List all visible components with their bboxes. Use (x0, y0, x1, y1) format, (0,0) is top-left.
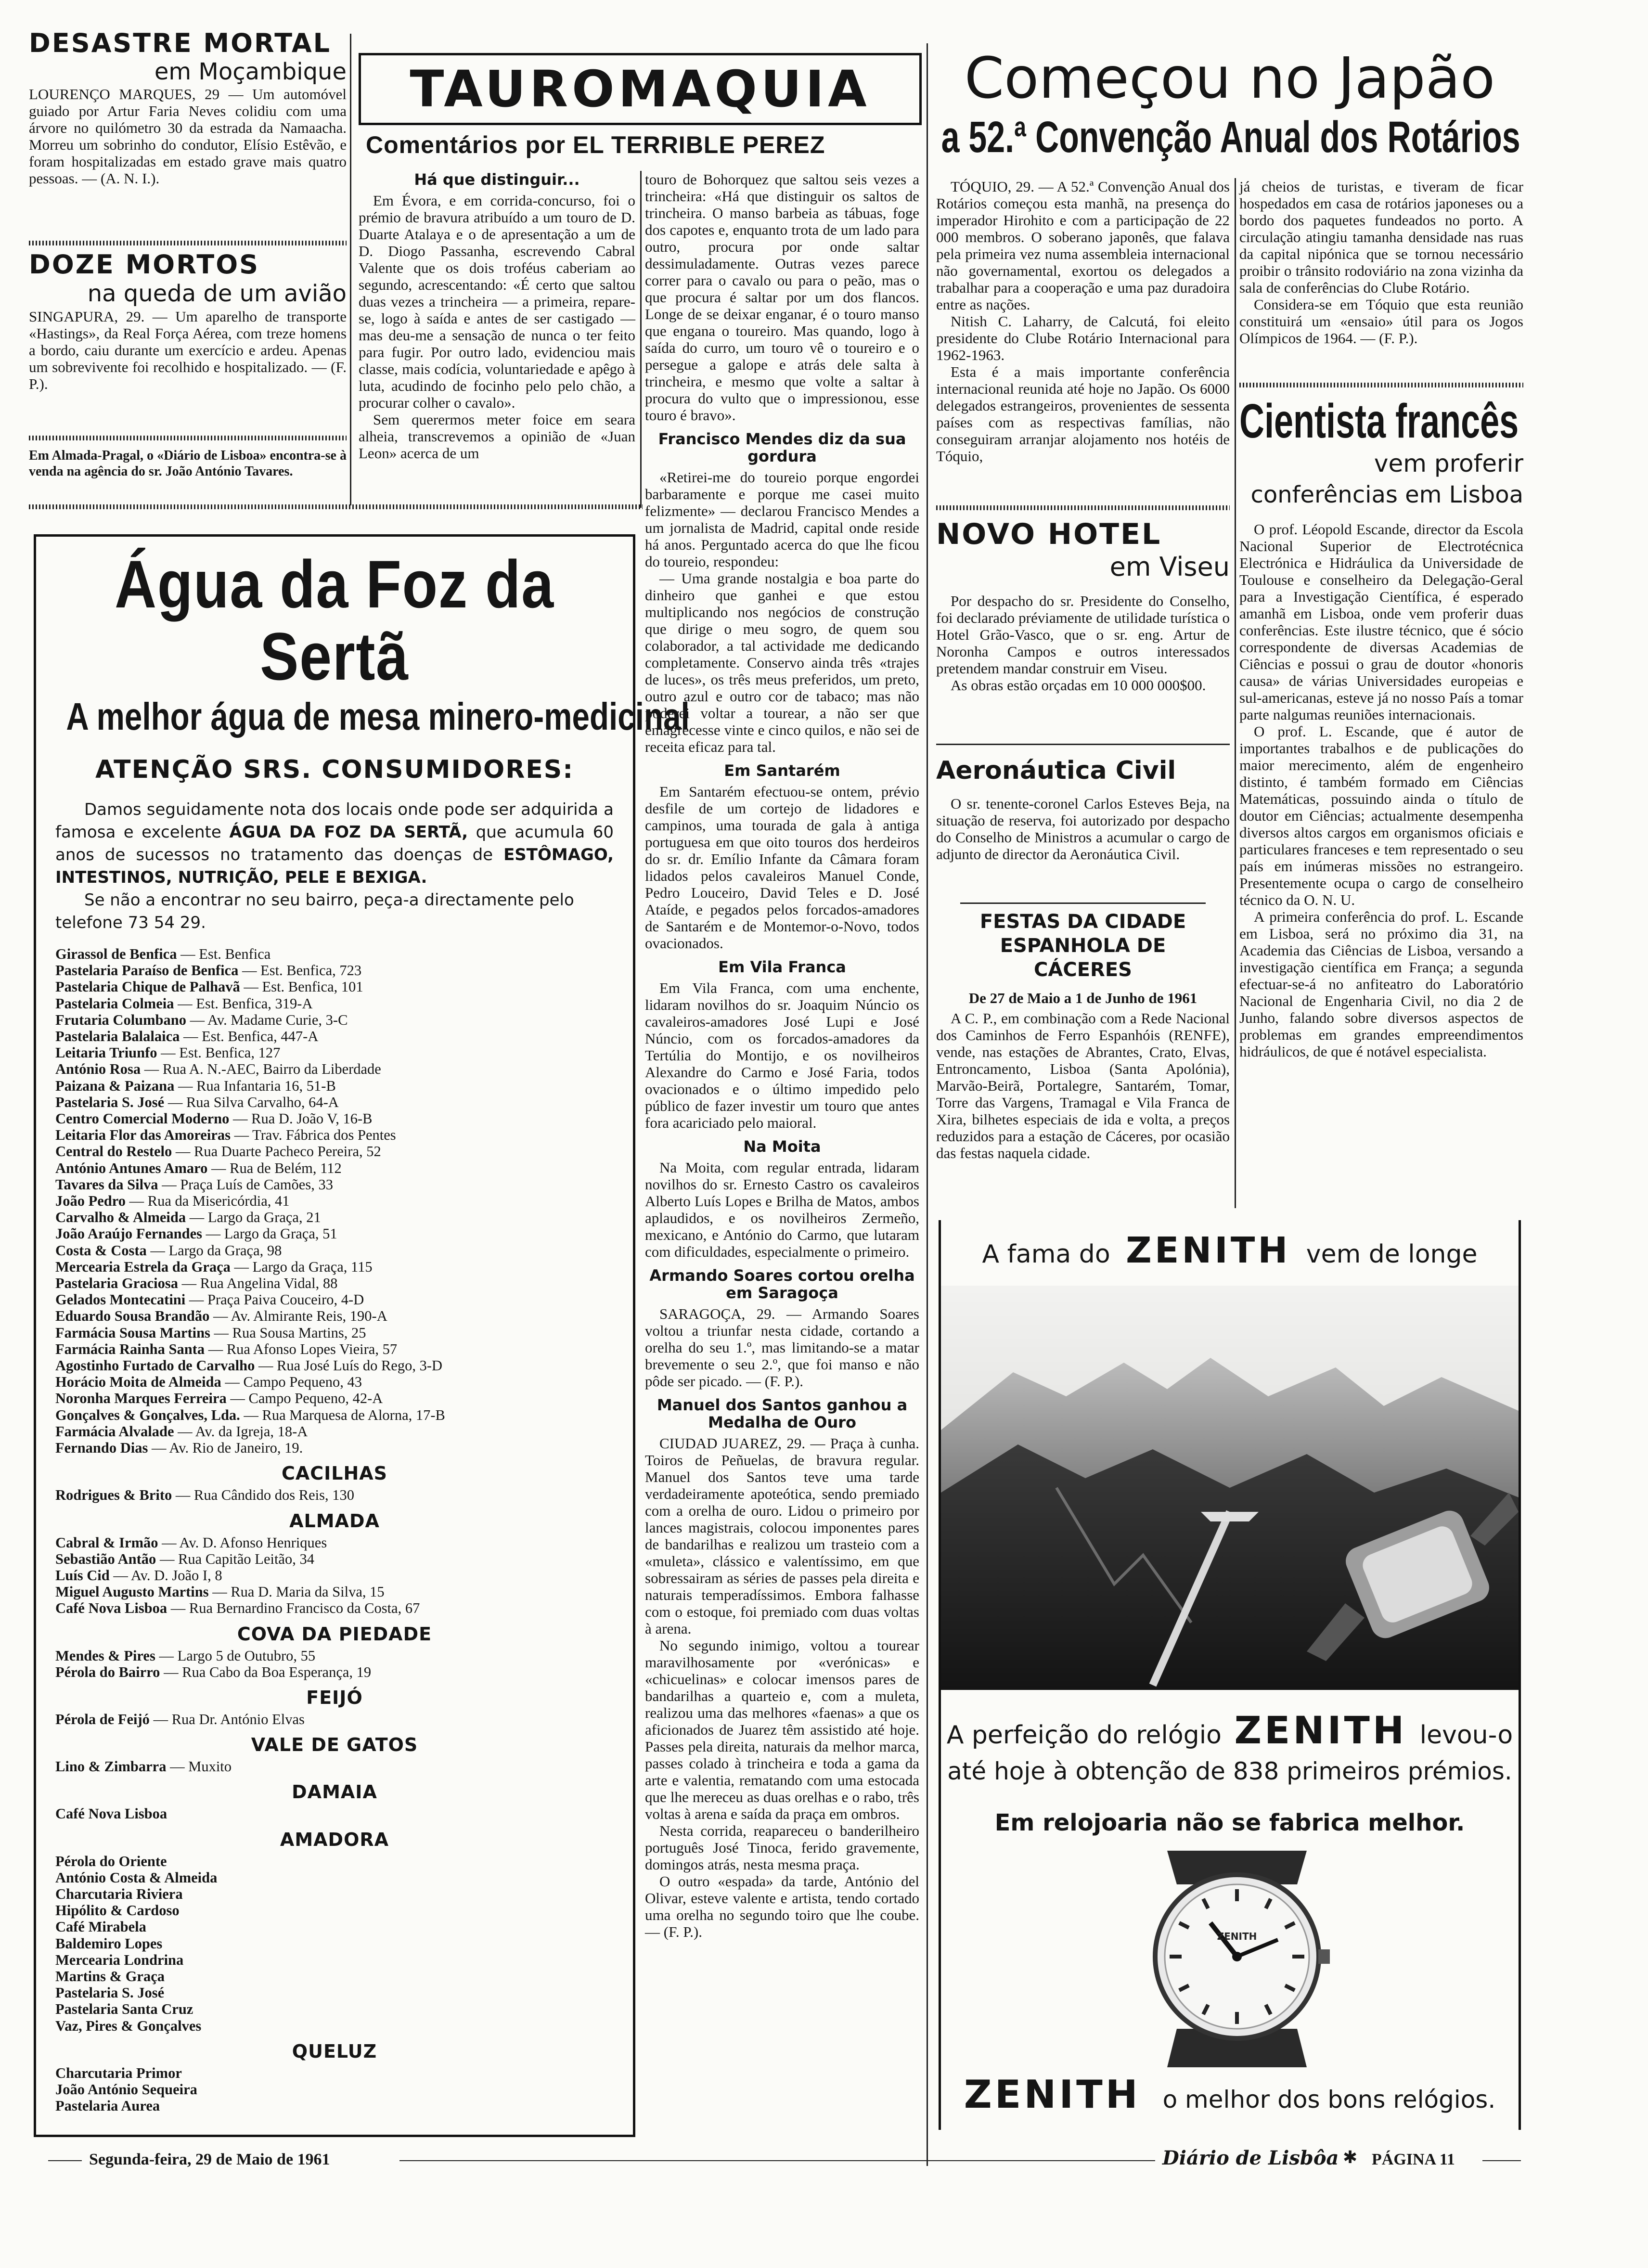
divider (29, 504, 643, 509)
stockist-item (55, 1968, 614, 1984)
stockist-item (55, 1758, 614, 1775)
stockist-item (55, 1291, 614, 1308)
stockist-name: Pérola de Feijó (55, 1711, 150, 1727)
stockist-address: — Est. Benfica (177, 946, 271, 962)
zenith-bottom-tag: o melhor dos bons relógios. (1162, 2086, 1496, 2113)
town-cova-piedade: COVA DA PIEDADE (237, 1623, 432, 1645)
stockist-address: — Est. Benfica, 101 (240, 979, 363, 995)
zenith-mid-brand: ZENITH (1234, 1709, 1407, 1753)
hotel-p2: As obras estão orçadas em 10 000 000$00. (951, 677, 1206, 694)
stockist-name: Hipólito & Cardoso (55, 1902, 180, 1919)
stockist-address: — Rua Duarte Pacheco Pereira, 52 (172, 1143, 381, 1160)
stockist-name: Pastelaria S. José (55, 1984, 165, 2001)
stockist-item (55, 1176, 614, 1193)
aero-article (936, 756, 1230, 863)
stockist-address: — Est. Benfica, 319-A (174, 995, 313, 1012)
zenith-bottom-brand: ZENITH (964, 2072, 1141, 2117)
zenith-mid-a: A perfeição do relógio (946, 1721, 1222, 1750)
tauromaquia-col1 (359, 171, 635, 462)
stockist-name: Lino & Zimbarra (55, 1758, 167, 1775)
damaia-stockist-list (55, 1805, 614, 1822)
stockist-name: Central do Restelo (55, 1143, 172, 1160)
stockist-name: Miguel Augusto Martins (55, 1584, 209, 1600)
stockist-address: — Largo da Graça, 51 (202, 1225, 337, 1242)
stockist-address: — Av. Rio de Janeiro, 19. (148, 1440, 303, 1456)
stockist-item (55, 1044, 614, 1061)
stockist-address: — Rua D. João V, 16-B (229, 1110, 373, 1127)
town-queluz: QUELUZ (292, 2040, 377, 2062)
stockist-address: — Campo Pequeno, 42-A (226, 1390, 383, 1407)
agua-intro-b: que acumula 60 anos de sucessos no tratamento das doenças de (55, 823, 614, 864)
stockist-address: — Trav. Fábrica dos Pentes (230, 1127, 396, 1144)
desastre-title: DESASTRE MORTAL (29, 28, 332, 58)
stockist-item (55, 995, 614, 1012)
stockist-address: — Av. Madame Curie, 3-C (186, 1011, 348, 1028)
tauromaquia-p7: Em Vila Franca, com uma enchente, lidaram novilhos do sr. Joaquim Núncio os cavaleiros-amadores José Lupi e José Núncio, com os forcados-amadores da Tertúlia do Montijo, e os novilheiros Alexandre do Carmo e José Faria, todos ovacionados e o último impedido pelo público de fazer investir um touro que antes fora acariciado pelo maioral. (645, 979, 919, 1131)
cientista-p1: O prof. Léopold Escande, director da Escola Nacional Superior de Electrotécnica Electrónica e Hidráulica da Universidade de Toulouse e conselheiro da Delegação-Geral para a Investigação Científica, é esperado amanhã em Lisboa, onde vem proferir duas conferências. Este ilustre técnico, que é sócio correspondente de diversas Academias de Ciências e possui o grau de doutor «honoris causa» de várias Universidades europeias e sul-americanas, esteve já no nosso País a tomar parte nalgumas reuniões internacionais. (1239, 521, 1523, 723)
zenith-top-brand: ZENITH (1126, 1230, 1291, 1271)
divider (960, 902, 1206, 904)
stockist-address: — Largo da Graça, 115 (230, 1258, 373, 1275)
stockist-address: — Av. Almirante Reis, 190-A (209, 1308, 387, 1325)
stockist-item (55, 1259, 614, 1275)
tauromaquia-p13: O outro «espada» da tarde, António del Olivar, esteve valente e artista, tendo cortado uma orelha no segundo toiro que lhe coube. — (F. P.). (645, 1873, 919, 1940)
stockist-item (55, 1390, 614, 1406)
stockist-item (55, 1242, 614, 1259)
footer-date: Segunda-feira, 29 de Maio de 1961 (89, 2151, 330, 2168)
festas-dates: De 27 de Maio a 1 de Junho de 1961 (968, 990, 1197, 1006)
aero-title: Aeronáutica Civil (936, 756, 1176, 785)
column-rule (927, 43, 928, 2166)
zenith-mid-b: levou-o (1419, 1721, 1513, 1750)
almada-notice: Em Almada-Pragal, o «Diário de Lisboa» encontra-se à venda na agência do sr. João António Tavares. (29, 448, 347, 479)
stockist-address: — Av. da Igreja, 18-A (174, 1423, 308, 1440)
agua-title: Água da Foz da Sertã (115, 546, 554, 694)
aero-p1: O sr. tenente-coronel Carlos Esteves Beja, na situação de reserva, foi autorizado por despacho do Conselho de Ministros a acumular o cargo de adjunto de director da Aeronáutica Civil. (936, 795, 1230, 863)
stockist-address: — Rua de Belém, 112 (207, 1160, 342, 1176)
stockist-name: João Pedro (55, 1193, 126, 1210)
footer-rule (399, 2160, 1155, 2161)
stockist-address: — Largo 5 de Outubro, 55 (155, 1647, 316, 1664)
tauromaquia-p9: SARAGOÇA, 29. — Armando Soares voltou a triunfar nesta cidade, cortando a orelha do seu 1.º, mas limitando-se a matar brevemente o seu 2.º, que foi manso e não pôde ser picado. — (F. P.). (645, 1305, 919, 1390)
stockist-name: Mercearia Estrela da Graça (55, 1258, 231, 1275)
stockist-item (55, 1440, 614, 1456)
stockist-name: Tavares da Silva (55, 1176, 158, 1193)
stockist-item (55, 1209, 614, 1225)
stockist-item (55, 2098, 614, 2114)
footer-rule-right (1482, 2160, 1521, 2161)
stockist-address: — Est. Benfica, 447-A (180, 1028, 319, 1045)
cacilhas-stockist-list (55, 1487, 614, 1503)
zenith-top-line (941, 1230, 1519, 1271)
column-rule (640, 171, 642, 508)
stockist-name: António Costa & Almeida (55, 1869, 218, 1886)
stockist-address: — Rua Capitão Leitão, 34 (156, 1550, 314, 1567)
column-rule (350, 34, 351, 505)
stockist-name: Pérola do Bairro (55, 1663, 160, 1680)
zenith-mid-line2: até hoje à obtenção de 838 primeiros prémios. (947, 1757, 1512, 1785)
stockist-item (55, 2001, 614, 2017)
stockist-item (55, 1012, 614, 1028)
stockist-name: Paizana & Paizana (55, 1077, 175, 1094)
cientista-article (1239, 395, 1523, 1060)
japao-article (936, 46, 1523, 164)
stockist-name: Pastelaria S. José (55, 1094, 165, 1110)
zenith-mid-line3: Em relojoaria não se fabrica melhor. (994, 1809, 1465, 1836)
divider (29, 436, 347, 440)
cientista-sub1: vem proferir (1374, 450, 1523, 477)
agua-serta-ad (34, 534, 690, 2137)
stockist-item (55, 962, 614, 979)
stockist-name: Leitaria Flor das Amoreiras (55, 1127, 231, 1144)
stockist-item (55, 1935, 614, 1952)
stockist-item (55, 1325, 614, 1341)
agua-intro-brand: ÁGUA DA FOZ DA SERTÃ, (229, 823, 468, 842)
stockist-name: Pastelaria Colmeia (55, 995, 174, 1012)
town-vale-gatos: VALE DE GATOS (251, 1734, 418, 1756)
stockist-name: Charcutaria Riviera (55, 1885, 183, 1902)
japao-col2 (1239, 178, 1523, 347)
stockist-name: Pastelaria Paraíso de Benfica (55, 962, 239, 979)
stockist-item (55, 1600, 614, 1616)
stockist-address: — Est. Benfica, 723 (238, 962, 362, 979)
tauromaquia-sub3: Em Santarém (724, 761, 840, 780)
stockist-name: Fernando Dias (55, 1440, 148, 1456)
stockist-item (55, 1919, 614, 1935)
stockist-item (55, 1127, 614, 1143)
stockist-item (55, 1551, 614, 1567)
stockist-item (55, 1110, 614, 1127)
stockist-name: Martins & Graça (55, 1968, 165, 1984)
stockist-name: João Araújo Fernandes (55, 1225, 202, 1242)
stockist-item (55, 1853, 614, 1869)
tauromaquia-sub5: Na Moita (743, 1137, 821, 1156)
tauromaquia-sub1: Há que distinguir... (414, 170, 580, 189)
stockist-name: Café Mirabela (55, 1919, 146, 1935)
stockist-address: — Est. Benfica, 127 (157, 1044, 281, 1061)
town-feijo: FEIJÓ (306, 1687, 363, 1708)
tauromaquia-p12: Nesta corrida, reapareceu o banderilheiro português José Tinoca, ferido gravemente, domingos atrás, nesta mesma praça. (645, 1822, 919, 1873)
agua-intro (55, 799, 614, 889)
stockist-address: — Rua da Misericórdia, 41 (126, 1193, 290, 1210)
stockist-item (55, 1225, 614, 1242)
stockist-name: António Rosa (55, 1061, 141, 1078)
stockist-address: — Rua Marquesa de Alorna, 17-B (240, 1406, 445, 1423)
stockist-item (55, 1648, 614, 1664)
tauromaquia-sub4: Em Vila Franca (718, 958, 846, 976)
stockist-item (55, 1094, 614, 1110)
stockist-name: Pastelaria Aurea (55, 2098, 160, 2114)
footer-star-icon: ✱ (1343, 2148, 1358, 2167)
agua-intro-a: Damos seguidamente nota dos locais onde pode ser adquirida a famosa e excelente (55, 800, 614, 842)
tauromaquia-p8: Na Moita, com regular entrada, lidaram novilhos do sr. Ernesto Castro os cavaleiros Alberto Luís Lopes e Brilha de Matos, ambos aplaudidos, e os novilheiros Zermeño, mexicano, e António do Carmo, que lutaram com dificuldades, especialmente o primeiro. (645, 1159, 919, 1260)
stockist-item (55, 1869, 614, 1886)
japao-p2: Nitish C. Laharry, de Calcutá, foi eleito presidente do Clube Rotário Internacional para 1962-1963. (936, 313, 1230, 363)
stockist-name: Gonçalves & Gonçalves, Lda. (55, 1406, 240, 1423)
doze-title: DOZE MORTOS (29, 249, 260, 280)
stockist-address: — Campo Pequeno, 43 (221, 1374, 362, 1391)
stockist-name: Mercearia Londrina (55, 1951, 184, 1968)
zenith-top-a: A fama do (982, 1240, 1110, 1269)
stockist-item (55, 1711, 614, 1727)
desastre-subtitle: em Moçambique (154, 58, 347, 85)
stockist-address: — Largo da Graça, 98 (146, 1242, 282, 1259)
stockist-item (55, 1275, 614, 1291)
stockist-item (55, 1028, 614, 1044)
stockist-item (55, 1061, 614, 1077)
hotel-p1: Por despacho do sr. Presidente do Conselho, foi declarado préviamente de utilidade turística o Hotel Grão-Vasco, que o sr. eng. Artur de Noronha Campos e outros interessados pretendem mandar construir em Viseu. (936, 593, 1230, 677)
japao-title: Começou no Japão (964, 45, 1495, 111)
divider (29, 241, 347, 245)
cientista-p2: O prof. L. Escande, que é autor de importantes trabalhos e de publicações do maior merecimento, além de engenheiro distinto, é também formado em Ciências Matemáticas, possuindo ainda o título de doutor em Ciências; actualmente desempenha diversos altos cargos em organismos oficiais e particulares franceses e tem representado o seu país em inúmeras missões no estrangeiro. Presentemente ocupa o cargo de conselheiro técnico da O. N. U. (1239, 723, 1523, 908)
stockist-item (55, 1984, 614, 2001)
stockist-name: Sebastião Antão (55, 1550, 156, 1567)
stockist-address: — Rua Cabo da Boa Esperança, 19 (160, 1663, 372, 1680)
stockist-item (55, 1160, 614, 1176)
stockist-name: Eduardo Sousa Brandão (55, 1308, 210, 1325)
column-rule (1235, 178, 1236, 1208)
stockist-address: — Rua Bernardino Francisco da Costa, 67 (167, 1600, 420, 1617)
stockist-name: Noronha Marques Ferreira (55, 1390, 227, 1407)
cientista-sub2: conferências em Lisboa (1250, 481, 1523, 508)
doze-body: SINGAPURA, 29. — Um aparelho de transporte «Hastings», da Real Força Aérea, com treze homens a bordo, caiu durante um exercício e ardeu. Apenas um sobrevivente foi recolhido e hospitalizado. — (F. P.). (29, 308, 347, 392)
stockist-name: Pastelaria Chique de Palhavã (55, 979, 240, 995)
stockist-address: — Praça Luís de Camões, 33 (158, 1176, 333, 1193)
stockist-item (55, 1487, 614, 1503)
tauromaquia-p2: Sem querermos meter foice em seara alheia, transcrevemos a opinião de «Juan Leon» acerca de um (359, 411, 635, 462)
festas-title: FESTAS DA CIDADE ESPANHOLA DE CÁCERES (979, 911, 1186, 981)
footer-paper: Diário de Lisbôa (1162, 2147, 1339, 2169)
notice (29, 448, 347, 479)
tauromaquia-p6: Em Santarém efectuou-se ontem, prévio desfile de um cortejo de lidadores e campinos, uma tourada de gala à antiga portuguesa em que oito touros dos herdeiros do sr. dr. Emílio Infante da Câmara foram lidados pelos cavaleiros Manuel Conde, Pedro Louceiro, David Teles e D. José Ataíde, e pegados pelos forcados-amadores de Santarém e de Montemor-o-Novo, todos ovacionados. (645, 783, 919, 952)
agua-slogan: A melhor água de mesa minero-medicinal (66, 695, 690, 738)
japao-col1 (936, 178, 1230, 464)
stockist-name: Mendes & Pires (55, 1647, 155, 1664)
stockist-name: Costa & Costa (55, 1242, 147, 1259)
stockist-address: — Rua Afonso Lopes Vieira, 57 (205, 1340, 398, 1357)
tauromaquia-sub2: Francisco Mendes diz da sua gordura (658, 430, 906, 465)
hotel-title: NOVO HOTEL (936, 517, 1162, 551)
stockist-name: Café Nova Lisboa (55, 1805, 167, 1822)
stockist-item (55, 1407, 614, 1423)
lisboa-stockist-list (55, 946, 614, 1456)
footer-page: PÁGINA 11 (1372, 2151, 1455, 2168)
stockist-name: Pérola do Oriente (55, 1853, 167, 1869)
hotel-article (936, 517, 1230, 694)
stockist-address: — Rua Angelina Vidal, 88 (178, 1275, 338, 1292)
stockist-name: Agostinho Furtado de Carvalho (55, 1357, 255, 1374)
stockist-item (55, 2065, 614, 2081)
japao-p5: Considera-se em Tóquio que esta reunião constituirá um «ensaio» útil para os Jogos Olímpicos de 1964. — (F. P.). (1239, 296, 1523, 347)
stockist-item (55, 946, 614, 962)
japao-p4: já cheios de turistas, e tiveram de ficar hospedados em casa de rotários japoneses ou a bordo dos paquetes fundeados no porto. A circulação atingiu tamanha densidade nas ruas da capital nipónica que se tornou necessário proibir o trânsito rodoviário na zona vizinha da sala de conferências do Clube Rotário. (1239, 178, 1523, 296)
stockist-item (55, 1078, 614, 1094)
town-almada: ALMADA (289, 1510, 380, 1532)
cientista-p3: A primeira conferência do prof. L. Escande em Lisboa, será no próximo dia 31, na Academia das Ciências de Lisboa, versando a investigação científica em França; a segunda efectuar-se-á no anfiteatro do Laboratório Nacional de Engenharia Civil, no dia 2 de Junho, falando sobre diversos aspectos de problemas em grandes empreendimentos hidráulicos, de que é notável especialista. (1239, 908, 1523, 1060)
wristwatch-illustration (941, 1841, 1519, 2072)
zenith-bottom-line (941, 2072, 1519, 2117)
stockist-item (55, 1952, 614, 1968)
tauromaquia-title: TAUROMAQUIA (410, 60, 871, 118)
tauromaquia-p5: — Uma grande nostalgia e boa parte do dinheiro que ganhei e que estou multiplicando nos negócios de construção que dirige o meu sogro, de quem sou colaborador, a tal actividade me dedicando completamente. Conservo ainda três «trajes de luces», os três meus preferidos, um preto, outro azul e outro cor de tabaco; mas não poderei voltar a tourear, a não ser que emagrecesse vinte e cinco quilos, e não sei de receita eficaz para tal. (645, 570, 919, 755)
japao-p1: TÓQUIO, 29. — A 52.ª Convenção Anual dos Rotários começou esta manhã, na presença do imperador Hirohito e com a participação de 22 000 membros. O soberano japonês, que falava pela primeira vez numa assembleia internacional não governamental, exortou os delegados a trabalhar para a cooperação e uma paz duradoira entre as nações. (936, 178, 1230, 313)
stockist-address: — Rua Silva Carvalho, 64-A (164, 1094, 339, 1110)
zenith-ad (939, 1220, 1521, 2130)
tauromaquia-col2 (645, 171, 919, 1940)
town-cacilhas: CACILHAS (281, 1463, 388, 1484)
town-damaia: DAMAIA (292, 1781, 377, 1803)
stockist-name: João António Sequeira (55, 2081, 197, 2098)
stockist-name: Gelados Montecatini (55, 1291, 186, 1308)
stockist-name: Frutaria Columbano (55, 1011, 186, 1028)
tauromaquia-p1: Em Évora, e em corrida-concurso, foi o prémio de bravura atribuído a um touro de D. Duarte Atalaya e o de apresentação a um de D. Diogo Passanha, escrevendo Cabral Valente que os dois troféus caberiam ao segundo, acrescentando: «É certo que saltou duas vezes a trincheira — a primeira, repare-se, logo à saída e antes de ser castigado — mas deu-me a sensação de nunca o ter feito para fugir. Por outro lado, evidenciou mais classe, mais codícia, voluntariedade e apêgo à luta, acudindo de focinho pelo pelo chão, a procurar colher o cavalo». (359, 192, 635, 411)
tauromaquia-sub7: Manuel dos Santos ganhou a Medalha de Ouro (657, 1396, 908, 1431)
stockist-name: Charcutaria Primor (55, 2064, 182, 2081)
stockist-name: Cabral & Irmão (55, 1534, 158, 1551)
stockist-address: — Rua Cândido dos Reis, 130 (172, 1487, 355, 1504)
stockist-address: — Largo da Graça, 21 (186, 1209, 321, 1226)
stockist-name: Farmácia Alvalade (55, 1423, 174, 1440)
stockist-address: — Rua D. Maria da Silva, 15 (208, 1584, 385, 1600)
stockist-name: Horácio Moita de Almeida (55, 1374, 221, 1391)
tauromaquia-header (359, 53, 922, 125)
divider (936, 505, 1230, 510)
stockist-item (55, 2018, 614, 2034)
doze-mortos-article (29, 250, 347, 392)
stockist-address: — Rua Sousa Martins, 25 (210, 1324, 366, 1341)
stockist-name: António Antunes Amaro (55, 1160, 208, 1176)
stockist-item (55, 2081, 614, 2098)
stockist-name: Luís Cid (55, 1567, 110, 1584)
festas-article (936, 910, 1230, 1161)
japao-subtitle: a 52.ª Convenção Anual dos Rotários (941, 113, 1520, 162)
stockist-address: — Muxito (166, 1758, 232, 1775)
watch-dial-brand: ZENITH (1217, 1931, 1257, 1942)
stockist-name: Pastelaria Graciosa (55, 1275, 178, 1292)
footer-rule-left (48, 2160, 82, 2161)
stockist-name: Centro Comercial Moderno (55, 1110, 230, 1127)
tauromaquia-sub6: Armando Soares cortou orelha em Saragoça (649, 1266, 915, 1302)
desastre-body: LOURENÇO MARQUES, 29 — Um automóvel guiado por Artur Faria Neves colidiu com uma árvore no quilómetro 30 da estrada da Namaacha. Morreu um sobrinho do condutor, Elísio Estêvão, e foram hospitalizadas em estado grave mais quatro pessoas. — (A. N. I.). (29, 86, 347, 187)
tauromaquia-p3: touro de Bohorquez que saltou seis vezes a trincheira: «Há que distinguir os saltos de trincheira. O manso barbeia as tábuas, foge dos capotes e, enquanto trota de um lado para outro, procura por onde saltar dessimuladamente. Outras vezes parece correr para o cavalo ou para o peão, mas o que procura é saltar por um dos flancos. Longe de se deixar enganar, é o touro manso que engana o toureiro. Mas quando, logo à saída do curro, um touro vê o toureiro e o persegue a galope e atrás dele salta à trincheira, e mesmo que volte a saltar à procura do vulto que o impressionou, esse touro é bravo». (645, 171, 919, 424)
stockist-item (55, 1423, 614, 1440)
divider (936, 744, 1230, 745)
stockist-item (55, 1584, 614, 1600)
vale-stockist-list (55, 1758, 614, 1775)
zenith-top-b: vem de longe (1306, 1240, 1478, 1269)
stockist-name: Farmácia Rainha Santa (55, 1340, 205, 1357)
amadora-stockist-list (55, 1853, 614, 2034)
cova-stockist-list (55, 1648, 614, 1680)
stockist-name: Leitaria Triunfo (55, 1044, 157, 1061)
desastre-article (29, 29, 347, 187)
stockist-address: — Av. D. Afonso Henriques (158, 1534, 327, 1551)
stockist-item (55, 1902, 614, 1919)
stockist-name: Girassol de Benfica (55, 946, 177, 962)
almada-stockist-list (55, 1534, 614, 1617)
cientista-title: Cientista francês (1239, 394, 1519, 448)
stockist-address: — Av. D. João I, 8 (109, 1567, 222, 1584)
agua-intro-diseases: ESTÔMAGO, INTESTINOS, NUTRIÇÃO, PELE E BEXIGA. (55, 845, 614, 887)
stockist-name: Farmácia Sousa Martins (55, 1324, 210, 1341)
queluz-stockist-list (55, 2065, 614, 2114)
tauromaquia-byline: Comentários por EL TERRIBLE PEREZ (366, 131, 825, 158)
tauromaquia-p4: «Retirei-me do toureio porque engordei barbaramente e porque me casei muito felizmente» — declarou Francisco Mendes a um jornalista de Madrid, capital onde reside há anos. Perguntado acerca do que lhe ficou do toureio, respondeu: (645, 469, 919, 570)
stockist-item (55, 1567, 614, 1584)
stockist-name: Baldemiro Lopes (55, 1935, 163, 1952)
stockist-address: — Praça Paiva Couceiro, 4-D (185, 1291, 364, 1308)
stockist-item (55, 1664, 614, 1680)
stockist-name: Pastelaria Santa Cruz (55, 2001, 193, 2018)
stockist-item (55, 1193, 614, 1209)
stockist-address: — Rua José Luís do Rego, 3-D (255, 1357, 443, 1374)
tauromaquia-p10: CIUDAD JUAREZ, 29. — Praça à cunha. Toiros de Peñuelas, de bravura regular. Manuel dos Santos teve uma tarde verdadeiramente apoteótica, sendo premiado com a orelha de ouro. Lidou o primeiro por lances magistrais, colocou imponentes pares de bandarilhas e realizou um trasteio com a «muleta», clássico e valentíssimo, em que sobressairam as séries de passes pela direita e naturais temperadíssimos. Embora falhasse com o estoque, foi premiado com duas voltas à arena. (645, 1435, 919, 1637)
stockist-item (55, 1886, 614, 1902)
town-amadora: AMADORA (280, 1829, 389, 1850)
zenith-mid-line1 (941, 1709, 1519, 1753)
doze-subtitle: na queda de um avião (87, 280, 347, 307)
stockist-item (55, 1805, 614, 1822)
japao-p3: Esta é a mais importante conferência internacional reunida até hoje no Japão. Os 6000 delegados estrangeiros, provenientes de sessenta países com as respectivas famílias, não conseguiram arranjar alojamento nos hotéis de Tóquio, (936, 363, 1230, 464)
stockist-name: Pastelaria Balalaica (55, 1028, 180, 1045)
stockist-name: Vaz, Pires & Gonçalves (55, 2017, 202, 2034)
stockist-item (55, 1357, 614, 1374)
stockist-item (55, 1143, 614, 1160)
stockist-name: Rodrigues & Brito (55, 1487, 172, 1504)
stockist-item (55, 979, 614, 995)
stockist-address: — Rua Infantaria 16, 51-B (174, 1077, 336, 1094)
stockist-item (55, 1308, 614, 1324)
stockist-address: — Rua A. N.-AEC, Bairro da Liberdade (141, 1061, 381, 1078)
stockist-address: — Rua Dr. António Elvas (149, 1711, 305, 1727)
hotel-subtitle: em Viseu (1109, 552, 1230, 582)
stockist-item (55, 1534, 614, 1551)
divider (1239, 383, 1523, 387)
stockist-name: Carvalho & Almeida (55, 1209, 186, 1226)
festas-p1: A C. P., em combinação com a Rede Nacional dos Caminhos de Ferro Espanhóis (RENFE), vende, nas estações de Abrantes, Crato, Elvas, Entroncamento, Lisboa (Santa Apolónia), Marvão-Beirã, Portalegre, Santarém, Tomar, Torre das Vargens, Tramagal e Vila Franca de Xira, bilhetes especiais de ida e volta, a preços reduzidos para a estação de Cáceres, por ocasião das festas naquela cidade. (936, 1010, 1230, 1161)
agua-attention: ATENÇÃO SRS. CONSUMIDORES: (95, 755, 574, 784)
tauromaquia-p11: No segundo inimigo, voltou a tourear maravilhosamente por «verónicas» e «chicuelinas» e colocar imensos pares de bandarilhas a quarteio e, com a muleta, realizou uma das melhores «faenas» a que os aficionados de Juarez têm assistido até hoje. Passes pela direita, naturais da melhor marca, passes colado à trincheira e toda a gama da arte e valentia, rematando com uma estocada que lhe mereceu as duas orelhas e o rabo, três voltas à arena e saída da praça em ombros. (645, 1637, 919, 1822)
mountain-photo (941, 1286, 1519, 1690)
stockist-item (55, 1341, 614, 1357)
stockist-item (55, 1374, 614, 1390)
agua-intro-c: Se não a encontrar no seu bairro, peça-a directamente pelo telefone 73 54 29. (55, 890, 574, 932)
feijo-stockist-list (55, 1711, 614, 1727)
stockist-name: Café Nova Lisboa (55, 1600, 167, 1617)
